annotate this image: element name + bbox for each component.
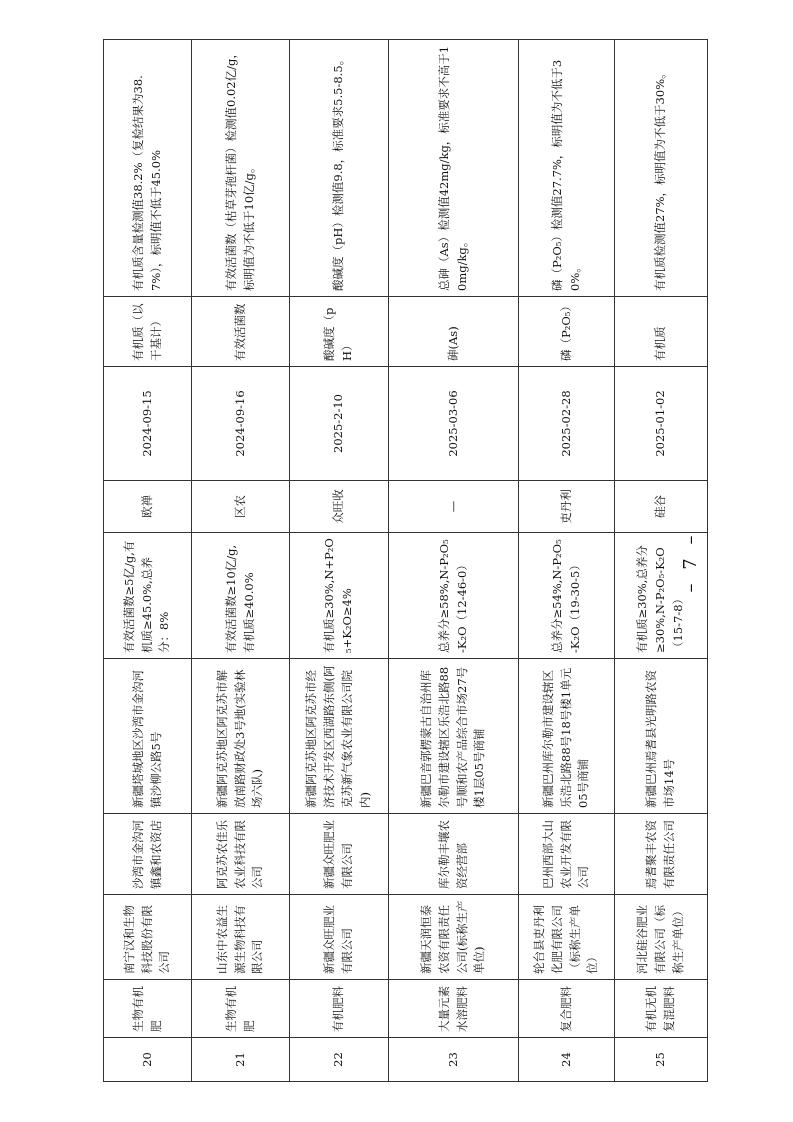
test-result: 有效活菌数（枯草芽孢杆菌）检测值0.02亿/g，标明值为不低于10亿/g。 <box>192 40 290 297</box>
row-number: 25 <box>615 1038 708 1082</box>
table-row <box>519 40 615 1082</box>
labeled-standard: 总养分≥54%,N-P₂O₅-K₂O（19-30-5） <box>519 533 615 659</box>
brand-name: 吏丹利 <box>519 481 615 533</box>
test-result: 有机质检测值27%，标明值为不低于30%。 <box>615 40 708 297</box>
production-date: 2025-02-28 <box>519 367 615 481</box>
seller-name: 焉耆聚丰农资有限责任公司 <box>615 814 708 895</box>
seller-address: 新疆巴州焉耆县光明路农资市场14号 <box>615 659 708 814</box>
table-row <box>290 40 389 1082</box>
seller-name: 新疆众旺肥业有限公司 <box>290 814 389 895</box>
nonconforming-item: 有机质（以干基计） <box>104 297 192 367</box>
producer-name: 轮台县吏丹利化肥有限公司（标称生产单位） <box>519 895 615 980</box>
brand-name: 众旺收 <box>290 481 389 533</box>
fertilizer-category: 生物有机肥 <box>104 980 192 1038</box>
test-result: 有机质含量检测值38.2%（复检结果为38.7%），标明值不低于45.0% <box>104 40 192 297</box>
production-date: 2024-09-16 <box>192 367 290 481</box>
producer-name: 新疆众旺肥业有限公司 <box>290 895 389 980</box>
production-date: 2024-09-15 <box>104 367 192 481</box>
brand-name: 硅谷 <box>615 481 708 533</box>
seller-address: 新疆巴音郭楞蒙古自治州库尔勒市建设辖区乐浩北路88号顺和农产品综合市场27号楼1层05号商铺 <box>389 659 519 814</box>
nonconforming-item: 有机质 <box>615 297 708 367</box>
seller-name: 库尔勒丰壤农资经营部 <box>389 814 519 895</box>
labeled-standard: 有机质≥30%,总养分≥30%,N-P₂O₅-K₂O（15-7-8） <box>615 533 708 659</box>
test-result: 酸碱度（pH）检测值9.8，标准要求5.5-8.5。 <box>290 40 389 297</box>
seller-address: 新疆阿克苏地区阿克苏市解放南路财政处3号地(实验林场六队) <box>192 659 290 814</box>
producer-name: 南宁汉和生物科技股份有限公司 <box>104 895 192 980</box>
row-number: 20 <box>104 1038 192 1082</box>
producer-name: 新疆天润恒泰农资有限责任公司(标称生产单位) <box>389 895 519 980</box>
labeled-standard: 有效活菌数≥10亿/g,有机质≥40.0% <box>192 533 290 659</box>
row-number: 23 <box>389 1038 519 1082</box>
nonconforming-item: 酸碱度（pH） <box>290 297 389 367</box>
labeled-standard: 有机质≥30%,N+P₂O₅+K₂O≥4% <box>290 533 389 659</box>
production-date: 2025-01-02 <box>615 367 708 481</box>
table-row <box>192 40 290 1082</box>
fertilizer-category: 有机肥料 <box>290 980 389 1038</box>
fertilizer-category: 有机无机复混肥料 <box>615 980 708 1038</box>
table-row <box>104 40 192 1082</box>
test-result: 磷（P₂O₅）检测值27.7%，标明值为不低于30%。 <box>519 40 615 297</box>
fertilizer-category: 大量元素水溶肥料 <box>389 980 519 1038</box>
seller-address: 新疆阿克苏地区阿克苏市经济技术开发区西湖路东侧(阿克苏新气象农业有限公司院内) <box>290 659 389 814</box>
producer-name: 山东中农益生源生物科技有限公司 <box>192 895 290 980</box>
test-result: 总砷（As）检测值42mg/kg，标准要求不高于10mg/kg。 <box>389 40 519 297</box>
production-date: 2025-03-06 <box>389 367 519 481</box>
production-date: 2025-2-10 <box>290 367 389 481</box>
nonconforming-item: 磷（P₂O₅） <box>519 297 615 367</box>
row-number: 21 <box>192 1038 290 1082</box>
seller-address: 新疆巴州库尔勒市建设辖区乐浩北路88号18号楼1单元05号商铺 <box>519 659 615 814</box>
brand-name: 区农 <box>192 481 290 533</box>
fertilizer-category: 复合肥料 <box>519 980 615 1038</box>
table-row <box>389 40 519 1082</box>
nonconforming-item: 砷(As) <box>389 297 519 367</box>
row-number: 22 <box>290 1038 389 1082</box>
labeled-standard: 总养分≥58%,N-P₂O₅-K₂O（12-46-0） <box>389 533 519 659</box>
seller-name: 沙湾市金沟河镇鑫和农资店 <box>104 814 192 895</box>
seller-name: 阿克苏农佳乐农业科技有限公司 <box>192 814 290 895</box>
producer-name: 河北硅谷肥业有限公司（标称生产单位） <box>615 895 708 980</box>
fertilizer-table <box>103 39 708 1082</box>
fertilizer-category: 生物有机肥 <box>192 980 290 1038</box>
seller-name: 巴州西部大山农业开发有限公司 <box>519 814 615 895</box>
nonconforming-item: 有效活菌数 <box>192 297 290 367</box>
brand-name: 欧禅 <box>104 481 192 533</box>
page-number: – 7 – <box>680 531 701 593</box>
row-number: 24 <box>519 1038 615 1082</box>
brand-name: — <box>389 481 519 533</box>
seller-address: 新疆塔城地区沙湾市金沟河镇沙柳公路5号 <box>104 659 192 814</box>
labeled-standard: 有效活菌数≥5亿/g,有机质≥45.0%,总养分：8% <box>104 533 192 659</box>
